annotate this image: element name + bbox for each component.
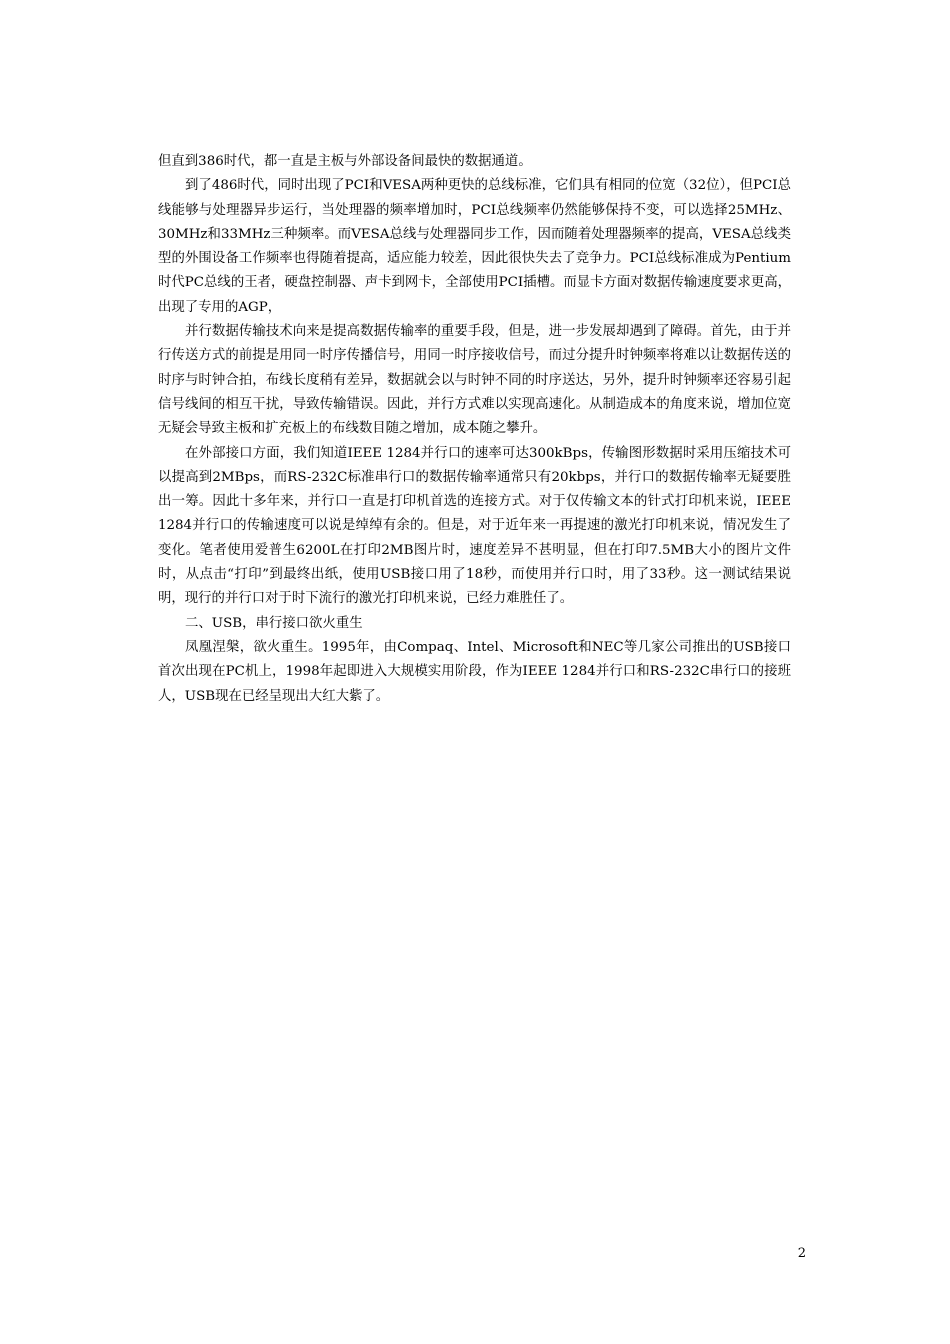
section-heading-usb: 二、USB，串行接口欲火重生: [185, 615, 363, 631]
paragraph-parallel-transfer: 并行数据传输技术向来是提高数据传输率的重要手段，但是，进一步发展却遇到了障碍。首先，由于并行传送方式的前提是用同一时序传播信号，用同一时序接收信号，而过分提升时钟频率将难以让数据传送的时序与时钟合拍，布线长度稍有差异，数据就会以与时钟不同的时序送达，另外，提升时钟频率还容易引起信号线间的相互干扰，导致传输错误。因此，并行方式难以实现高速化。从制造成本的角度来说，增加位宽无疑会导致主板和扩充板上的布线数目随之增加，成本随之攀升。: [158, 324, 791, 437]
paragraph-continuation: 但直到386时代，都一直是主板与外部设备间最快的数据通道。: [158, 154, 532, 169]
paragraph-external-interface: 在外部接口方面，我们知道IEEE 1284并行口的速率可达300kBps，传输图形数据时采用压缩技术可以提高到2MBps，而RS-232C标准串行口的数据传输率通常只有20kbps，并行口的数据传输率无疑要胜出一筹。因此十多年来，并行口一直是打印机首选的连接方式。对于仅传输文本的针式打印机来说，IEEE 1284并行口的传输速度可以说是绰绰有余的。但是，对于近年来一再提速的激光打印机来说，情况发生了变化。笔者使用爱普生6200L在打印2MB图片时，速度差异不甚明显，但在打印7.5MB大小的图片文件时，从点击“打印”到最终出纸，使用USB接口用了18秒，而使用并行口时，用了33秒。这一测试结果说明，现行的并行口对于时下流行的激光打印机来说，已经力难胜任了。: [158, 445, 791, 607]
body-text: [158, 150, 791, 709]
page-number: 2: [797, 1246, 806, 1261]
paragraph-486-bus: 到了486时代，同时出现了PCI和VESA两种更快的总线标准，它们具有相同的位宽（32位），但PCI总线能够与处理器异步运行，当处理器的频率增加时，PCI总线频率仍然能够保持不变，可以选择25MHz、30MHz和33MHz三种频率。而VESA总线与处理器同步工作，因而随着处理器频率的提高，VESA总线类型的外围设备工作频率也得随着提高，适应能力较差，因此很快失去了竞争力。PCI总线标准成为Pentium时代PC总线的王者，硬盘控制器、声卡到网卡，全部使用PCI插槽。而显卡方面对数据传输速度要求更高，出现了专用的AGP，: [158, 178, 791, 315]
paragraph-usb-intro: 凤凰涅槃，欲火重生。1995年，由Compaq、Intel、Microsoft和NEC等几家公司推出的USB接口首次出现在PC机上，1998年起即进入大规模实用阶段，作为IEEE 1284并行口和RS-232C串行口的接班人，USB现在已经呈现出大红大紫了。: [158, 639, 791, 704]
